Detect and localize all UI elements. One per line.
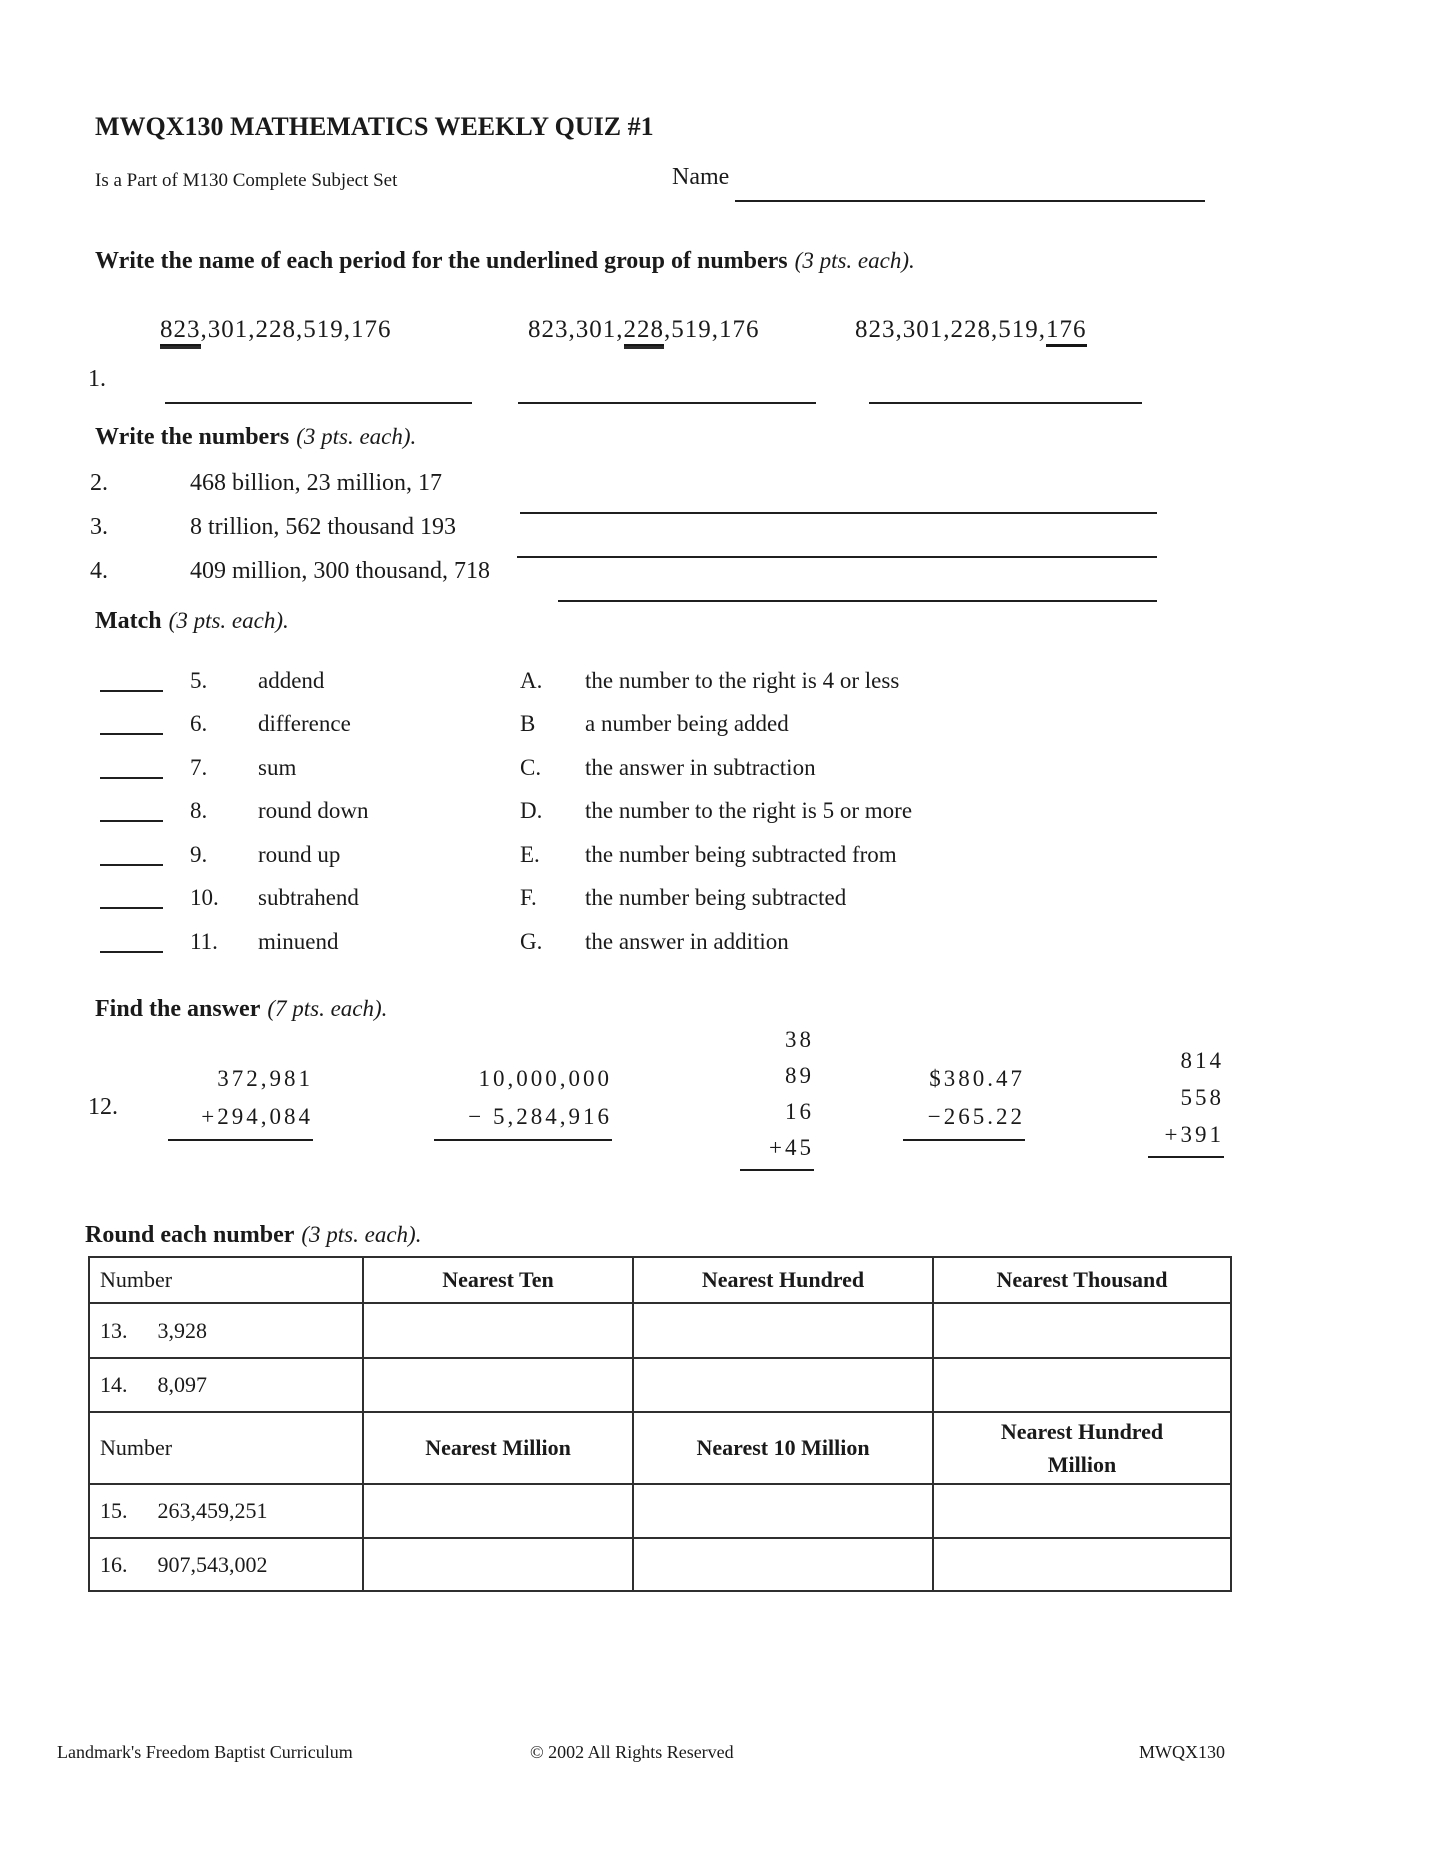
match-row-9 xyxy=(100,840,897,868)
answer-line-period-3[interactable] xyxy=(869,402,1142,404)
underlined-group: 228 xyxy=(624,316,665,346)
match-answer-blank-11[interactable] xyxy=(100,927,163,953)
match-term: minuend xyxy=(258,929,339,954)
match-answer-blank-5[interactable] xyxy=(100,666,163,692)
match-letter: A. xyxy=(520,668,543,693)
section-heading-periods-text: Write the name of each period for the underlined group of numbers xyxy=(95,248,788,274)
answer-cell-14-nearest-ten[interactable] xyxy=(363,1358,633,1412)
row-value: 3,928 xyxy=(157,1317,207,1343)
table-row-14 xyxy=(89,1358,1231,1412)
match-term: difference xyxy=(258,711,351,736)
column-header-nearest-ten: Nearest Ten xyxy=(363,1257,633,1303)
name-label: Name xyxy=(672,164,730,190)
section-heading-write-numbers xyxy=(95,424,416,451)
column-header-nearest-million: Nearest Million xyxy=(363,1412,633,1484)
footer-code: MWQX130 xyxy=(1139,1742,1225,1762)
problem-line: 558 xyxy=(1180,1085,1224,1110)
footer-publisher: Landmark's Freedom Baptist Curriculum xyxy=(57,1742,353,1762)
column-header-text: Nearest Hundred Million xyxy=(1000,1419,1164,1477)
match-letter: C. xyxy=(520,755,542,780)
match-letter: B xyxy=(520,711,536,736)
problem-line: +45 xyxy=(769,1135,814,1160)
column-header-number: Number xyxy=(89,1257,363,1303)
table-header-row-1 xyxy=(89,1257,1231,1303)
match-definition: a number being added xyxy=(585,711,789,736)
answer-cell-15-nearest-10-million[interactable] xyxy=(633,1484,933,1538)
section-heading-periods xyxy=(95,248,915,275)
column-header-nearest-hundred-million xyxy=(933,1412,1231,1484)
section-heading-match-text: Match xyxy=(95,608,162,634)
match-answer-blank-6[interactable] xyxy=(100,709,163,735)
answer-cell-13-nearest-hundred[interactable] xyxy=(633,1303,933,1358)
section-points-write: (3 pts. each). xyxy=(296,424,417,449)
section-heading-find-answer xyxy=(95,996,387,1023)
problem-line: +294,084 xyxy=(201,1104,313,1129)
problem-addition-1 xyxy=(168,1060,313,1141)
match-term: round down xyxy=(258,798,369,823)
item-text: 8 trillion, 562 thousand 193 xyxy=(190,514,456,540)
section-points-find: (7 pts. each). xyxy=(267,996,388,1021)
section-points-match: (3 pts. each). xyxy=(168,608,289,633)
match-letter: E. xyxy=(520,842,540,867)
table-row-15 xyxy=(89,1484,1231,1538)
row-value: 907,543,002 xyxy=(157,1551,268,1577)
match-number: 10. xyxy=(190,885,219,910)
answer-line-period-2[interactable] xyxy=(518,402,816,404)
period-number-2 xyxy=(528,316,760,344)
answer-line-item-3[interactable] xyxy=(517,556,1157,558)
row-number: 13. xyxy=(100,1317,128,1343)
answer-cell-15-nearest-million[interactable] xyxy=(363,1484,633,1538)
table-row-13 xyxy=(89,1303,1231,1358)
problem-line: 89 xyxy=(785,1063,814,1088)
number-cell xyxy=(89,1358,363,1412)
match-answer-blank-10[interactable] xyxy=(100,883,163,909)
item-number-1: 1. xyxy=(88,366,106,392)
write-item-4 xyxy=(90,558,490,585)
problem-subtraction-1 xyxy=(434,1060,612,1141)
match-definition: the number to the right is 4 or less xyxy=(585,668,900,693)
match-number: 5. xyxy=(190,668,208,693)
match-answer-blank-9[interactable] xyxy=(100,840,163,866)
answer-cell-14-nearest-thousand[interactable] xyxy=(933,1358,1231,1412)
match-definition: the answer in subtraction xyxy=(585,755,816,780)
column-header-nearest-hundred: Nearest Hundred xyxy=(633,1257,933,1303)
item-text: 468 billion, 23 million, 17 xyxy=(190,470,443,496)
match-letter: F. xyxy=(520,885,537,910)
section-heading-round-text: Round each number xyxy=(85,1222,295,1248)
problem-line: −265.22 xyxy=(927,1104,1025,1129)
answer-cell-16-nearest-10-million[interactable] xyxy=(633,1538,933,1591)
number-cell xyxy=(89,1303,363,1358)
problem-line: 16 xyxy=(785,1099,814,1124)
match-row-8 xyxy=(100,796,912,824)
problem-addition-2 xyxy=(1148,1042,1224,1158)
number-rest: ,519,176 xyxy=(664,316,760,343)
problem-line: $380.47 xyxy=(929,1066,1025,1091)
column-header-nearest-thousand: Nearest Thousand xyxy=(933,1257,1231,1303)
item-number: 3. xyxy=(90,514,108,540)
match-row-5 xyxy=(100,666,899,694)
problem-line: 10,000,000 xyxy=(478,1066,612,1091)
problem-line: 372,981 xyxy=(217,1066,313,1091)
answer-line-period-1[interactable] xyxy=(165,402,472,404)
match-letter: D. xyxy=(520,798,543,823)
match-term: round up xyxy=(258,842,341,867)
problem-line: +391 xyxy=(1164,1122,1224,1147)
number-cell xyxy=(89,1538,363,1591)
match-row-6 xyxy=(100,709,789,737)
item-text: 409 million, 300 thousand, 718 xyxy=(190,558,490,584)
match-number: 11. xyxy=(190,929,218,954)
match-row-11 xyxy=(100,927,789,955)
section-heading-round xyxy=(85,1222,421,1249)
footer-copyright: © 2002 All Rights Reserved xyxy=(530,1742,734,1762)
match-definition: the number being subtracted xyxy=(585,885,847,910)
page-subtitle: Is a Part of M130 Complete Subject Set xyxy=(95,170,398,191)
number-cell xyxy=(89,1484,363,1538)
match-number: 8. xyxy=(190,798,208,823)
section-points-round: (3 pts. each). xyxy=(301,1222,422,1247)
match-definition: the number being subtracted from xyxy=(585,842,897,867)
answer-cell-15-nearest-hundred-million[interactable] xyxy=(933,1484,1231,1538)
problem-line: 814 xyxy=(1180,1048,1224,1073)
match-term: sum xyxy=(258,755,297,780)
table-row-16 xyxy=(89,1538,1231,1591)
item-number-12: 12. xyxy=(88,1094,118,1120)
section-heading-match xyxy=(95,608,289,635)
item-number: 4. xyxy=(90,558,108,584)
answer-cell-16-nearest-million[interactable] xyxy=(363,1538,633,1591)
match-term: subtrahend xyxy=(258,885,359,910)
write-item-2 xyxy=(90,470,442,497)
match-row-7 xyxy=(100,753,816,781)
row-value: 263,459,251 xyxy=(157,1498,268,1523)
match-answer-blank-8[interactable] xyxy=(100,796,163,822)
match-number: 6. xyxy=(190,711,208,736)
match-term: addend xyxy=(258,668,325,693)
match-number: 7. xyxy=(190,755,208,780)
period-number-1 xyxy=(160,316,392,344)
answer-line-item-4[interactable] xyxy=(558,600,1157,602)
table-header-row-2 xyxy=(89,1412,1231,1484)
answer-cell-14-nearest-hundred[interactable] xyxy=(633,1358,933,1412)
problem-money-subtraction xyxy=(903,1060,1025,1141)
answer-cell-16-nearest-hundred-million[interactable] xyxy=(933,1538,1231,1591)
name-input-line[interactable] xyxy=(735,200,1205,202)
section-heading-write-text: Write the numbers xyxy=(95,424,290,450)
match-letter: G. xyxy=(520,929,543,954)
answer-cell-13-nearest-thousand[interactable] xyxy=(933,1303,1231,1358)
underlined-group: 176 xyxy=(1046,316,1087,347)
number-pre: 823,301, xyxy=(528,316,624,343)
match-answer-blank-7[interactable] xyxy=(100,753,163,779)
row-number: 15. xyxy=(100,1498,128,1523)
item-number: 2. xyxy=(90,470,108,496)
period-number-3 xyxy=(855,316,1087,344)
column-header-nearest-10-million: Nearest 10 Million xyxy=(633,1412,933,1484)
problem-line: − 5,284,916 xyxy=(468,1104,612,1129)
number-pre: 823,301,228,519, xyxy=(855,316,1046,343)
column-header-number-2: Number xyxy=(89,1412,363,1484)
answer-line-item-2[interactable] xyxy=(520,512,1157,514)
section-points-periods: (3 pts. each). xyxy=(794,248,915,273)
row-number: 16. xyxy=(100,1551,128,1577)
problem-line: 38 xyxy=(785,1027,814,1052)
row-number: 14. xyxy=(100,1372,128,1397)
write-item-3 xyxy=(90,514,456,541)
number-rest: ,301,228,519,176 xyxy=(200,316,392,343)
match-definition: the answer in addition xyxy=(585,929,789,954)
section-heading-find-text: Find the answer xyxy=(95,996,261,1022)
problem-column-addition xyxy=(740,1022,814,1171)
match-number: 9. xyxy=(190,842,208,867)
answer-cell-13-nearest-ten[interactable] xyxy=(363,1303,633,1358)
row-value: 8,097 xyxy=(157,1372,207,1397)
underlined-group: 823 xyxy=(160,316,201,346)
page-title: MWQX130 MATHEMATICS WEEKLY QUIZ #1 xyxy=(95,112,654,141)
match-definition: the number to the right is 5 or more xyxy=(585,798,913,823)
match-row-10 xyxy=(100,883,846,911)
rounding-table xyxy=(88,1256,1232,1592)
